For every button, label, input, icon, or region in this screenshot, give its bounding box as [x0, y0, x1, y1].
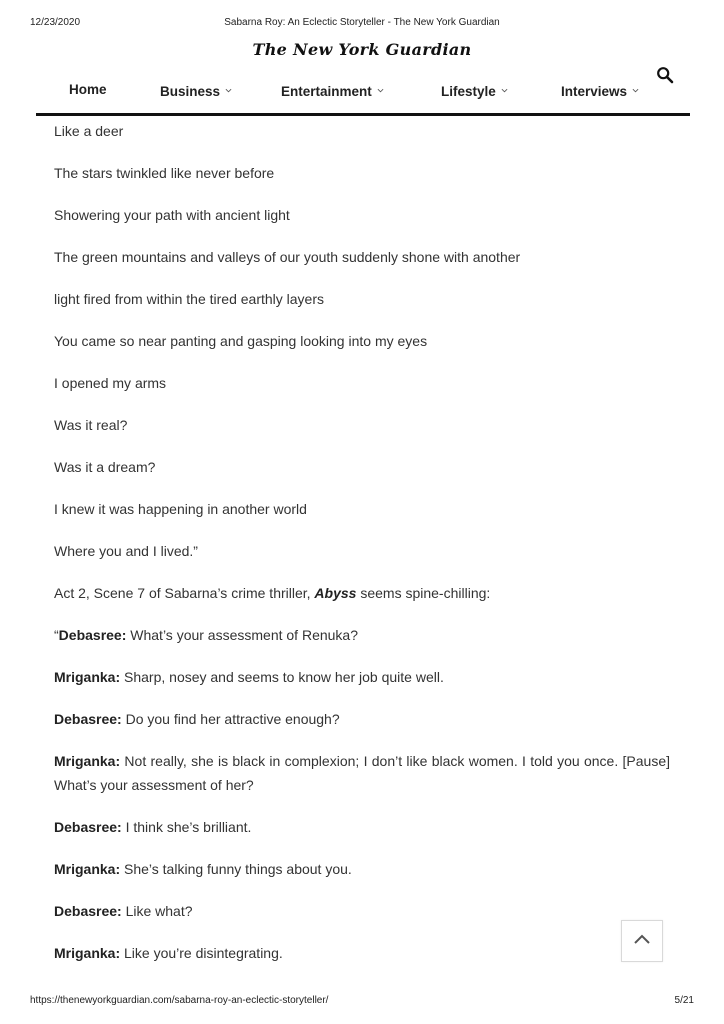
dialogue-line	[54, 667, 670, 687]
main-nav	[36, 78, 690, 106]
chevron-down-icon	[501, 82, 508, 89]
poem-line: Showering your path with ancient light	[54, 207, 290, 223]
chevron-down-icon	[225, 82, 232, 89]
poem-line: You came so near panting and gasping looking into my eyes	[54, 333, 428, 349]
speaker-name: Mriganka:	[54, 669, 121, 685]
poem-line: Was it a dream?	[54, 459, 156, 475]
nav-item-entertainment[interactable]	[281, 82, 384, 99]
dialogue-text: She’s talking funny things about you.	[120, 861, 352, 877]
poem-line: I opened my arms	[54, 375, 167, 391]
nav-item-interviews[interactable]	[561, 82, 639, 99]
dialogue-text: Not really, she is black in complexion; I don’t like black women. I told you once. [Pause] What’s your assessment of her?	[54, 753, 670, 793]
nav-item-lifestyle[interactable]	[441, 82, 508, 99]
intro-text: seems spine-chilling:	[356, 585, 491, 601]
nav-item-label: Home	[69, 82, 107, 97]
site-logo[interactable]: The New York Guardian	[252, 40, 472, 59]
speaker-name: Debasree:	[58, 627, 127, 643]
dialogue-line	[54, 901, 670, 921]
print-page-title: Sabarna Roy: An Eclectic Storyteller - The New York Guardian	[224, 17, 500, 28]
dialogue-text: Sharp, nosey and seems to know her job quite well.	[120, 669, 444, 685]
nav-item-label: Interviews	[561, 84, 628, 99]
chevron-up-icon	[633, 932, 651, 950]
speaker-name: Debasree:	[54, 819, 122, 835]
dialogue-text: Like what?	[121, 903, 193, 919]
dialogue-line	[54, 709, 670, 729]
nav-divider	[36, 113, 690, 116]
poem-line: Was it real?	[54, 417, 128, 433]
poem-line: Where you and I lived.”	[54, 543, 198, 559]
speaker-name: Debasree:	[54, 711, 122, 727]
intro-text: Act 2, Scene 7 of Sabarna’s crime thriller,	[54, 585, 315, 601]
chevron-down-icon	[632, 82, 639, 89]
nav-item-business[interactable]	[160, 82, 232, 99]
dialogue-text: I think she’s brilliant.	[121, 819, 252, 835]
dialogue-line	[54, 943, 670, 963]
print-date: 12/23/2020	[30, 17, 81, 28]
dialogue-line	[54, 859, 670, 879]
dialogue-text: What’s your assessment of Renuka?	[126, 627, 359, 643]
dialogue-text: Do you find her attractive enough?	[121, 711, 340, 727]
poem-line: I knew it was happening in another world	[54, 501, 307, 517]
dialogue-line	[54, 817, 670, 837]
print-footer-url: https://thenewyorkguardian.com/sabarna-roy-an-eclectic-storyteller/	[30, 995, 329, 1006]
speaker-name: Debasree:	[54, 903, 122, 919]
speaker-name: Mriganka:	[54, 861, 121, 877]
dialogue-line	[54, 625, 670, 645]
chevron-down-icon	[377, 82, 384, 89]
poem-line: Like a deer	[54, 123, 124, 139]
dialogue-line	[54, 749, 670, 797]
open-quote: “	[54, 627, 59, 643]
poem-line: The stars twinkled like never before	[54, 165, 275, 181]
play-title: Abyss	[314, 585, 357, 601]
speaker-name: Mriganka:	[54, 753, 121, 769]
nav-item-label: Business	[160, 84, 221, 99]
scene-intro	[54, 583, 670, 603]
nav-item-label: Entertainment	[281, 84, 372, 99]
poem-line: light fired from within the tired earthly layers	[54, 291, 324, 307]
speaker-name: Mriganka:	[54, 945, 121, 961]
dialogue-text: Like you’re disintegrating.	[120, 945, 283, 961]
print-page-number: 5/21	[674, 995, 694, 1006]
nav-item-home[interactable]	[69, 82, 107, 97]
nav-item-label: Lifestyle	[441, 84, 496, 99]
poem-line: The green mountains and valleys of our youth suddenly shone with another	[54, 249, 521, 265]
back-to-top-button[interactable]	[621, 920, 663, 962]
